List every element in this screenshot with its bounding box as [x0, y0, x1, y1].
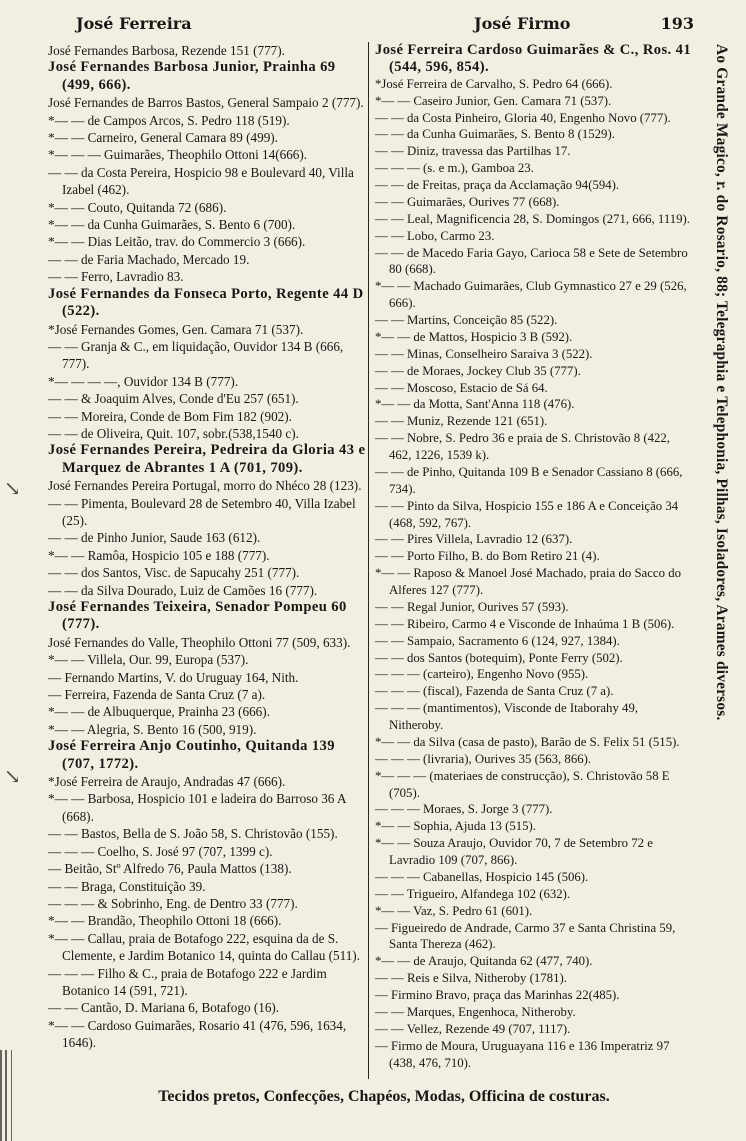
directory-entry: — — Guimarães, Ourives 77 (668).	[375, 194, 560, 209]
directory-entry: — — Sampaio, Sacramento 6 (124, 927, 1384).	[375, 633, 620, 648]
directory-entry: — — Muniz, Rezende 121 (651).	[375, 414, 548, 429]
directory-entry: — — Reis e Silva, Nitheroby (1781).	[375, 971, 567, 986]
directory-entry: — — dos Santos, Visc. de Sapucahy 251 (777).	[48, 565, 300, 581]
running-head-left: José Ferreira	[76, 14, 192, 33]
directory-entry: — Figueiredo de Andrade, Carmo 37 e Santa Christina 59, Santa Thereza (462).	[375, 920, 676, 952]
directory-entry: — — — Coelho, S. José 97 (707, 1399 c).	[48, 843, 273, 859]
directory-entry: — — de Pinho, Quitanda 109 B e Senador Cassiano 8 (666, 734).	[375, 464, 683, 496]
directory-entry: — — — (fiscal), Fazenda de Santa Cruz (7 a).	[375, 684, 614, 699]
directory-entry: — — Regal Junior, Ourives 57 (593).	[375, 599, 569, 614]
directory-entry: *— — — —, Ouvidor 134 B (777).	[48, 373, 239, 389]
directory-entry: — — da Cunha Guimarães, S. Bento 8 (1529).	[375, 127, 615, 142]
running-head-right: José Firmo	[474, 14, 571, 33]
directory-entry: — — — (livraria), Ourives 35 (563, 866).	[375, 751, 592, 766]
directory-entry: — — Cantão, D. Mariana 6, Botafogo (16).	[48, 1000, 280, 1016]
directory-entry: *— — Ramôa, Hospicio 105 e 188 (777).	[48, 547, 270, 563]
directory-entry: — Firmo de Moura, Uruguayana 116 e 136 Imperatriz 97 (438, 476, 710).	[375, 1038, 670, 1070]
directory-entry: *— — Souza Araujo, Ouvidor 70, 7 de Setembro 72 e Lavradio 109 (707, 866).	[375, 836, 653, 867]
margin-mark-icon: ↘	[4, 476, 21, 500]
directory-entry: — Ferreira, Fazenda de Santa Cruz (7 a).	[48, 687, 266, 703]
directory-entry: — — da Costa Pereira, Hospicio 98 e Boulevard 40, Villa Izabel (462).	[48, 164, 354, 198]
directory-entry: — — Lobo, Carmo 23.	[375, 228, 495, 243]
directory-entry: — — Bastos, Bella de S. João 58, S. Christovão (155).	[48, 826, 338, 842]
directory-entry: — — dos Santos (botequim), Ponte Ferry (502).	[375, 650, 623, 665]
directory-entry: — — da Silva Dourado, Luiz de Camões 16 (777).	[48, 582, 318, 598]
directory-entry: José Fernandes da Fonseca Porto, Regente 44 D (522).	[48, 285, 364, 320]
directory-entry: — — Nobre, S. Pedro 36 e praia de S. Christovão 8 (422, 462, 1226, 1539 k).	[375, 431, 670, 462]
directory-entry: — Beitão, Stº Alfredo 76, Paula Mattos (138).	[48, 861, 292, 877]
directory-entry: — — — (s. e m.), Gamboa 23.	[375, 161, 534, 176]
directory-entry: José Fernandes Barbosa Junior, Prainha 69 (499, 666).	[48, 59, 336, 93]
side-advert	[706, 44, 734, 1084]
directory-entry: — — — & Sobrinho, Eng. de Dentro 33 (777).	[48, 895, 298, 911]
directory-entry: José Ferreira Anjo Coutinho, Quitanda 139 (707, 1772).	[48, 738, 335, 772]
directory-entry: *— — Brandão, Theophilo Ottoni 18 (666).	[48, 913, 282, 929]
directory-entry: *— — Raposo & Manoel José Machado, praia do Sacco do Alferes 127 (777).	[375, 566, 681, 597]
directory-entry: *— — Couto, Quitanda 72 (686).	[48, 199, 227, 215]
directory-entry: — — Diniz, travessa das Partilhas 17.	[375, 144, 571, 159]
directory-entry: *— — Cardoso Guimarães, Rosario 41 (476, 596, 1634, 1646).	[48, 1017, 347, 1051]
directory-entry: José Fernandes Pereira Portugal, morro do Nhéco 28 (123).	[48, 478, 362, 494]
directory-entry: José Fernandes de Barros Bastos, General Sampaio 2 (777).	[48, 95, 364, 111]
directory-entry: *— — — Guimarães, Theophilo Ottoni 14(666).	[48, 147, 308, 163]
directory-entry: *— — Caseiro Junior, Gen. Camara 71 (537).	[375, 93, 612, 108]
directory-entry: — — Trigueiro, Alfandega 102 (632).	[375, 886, 571, 901]
column-divider	[368, 42, 369, 1079]
directory-entry: — — & Joaquim Alves, Conde d'Eu 257 (651).	[48, 391, 299, 407]
directory-entry: *— — Vaz, S. Pedro 61 (601).	[375, 903, 533, 918]
directory-entry: — — Ferro, Lavradio 83.	[48, 269, 184, 285]
directory-entry: José Fernandes Barbosa, Rezende 151 (777).	[48, 43, 285, 58]
directory-entry: *— — Sophia, Ajuda 13 (515).	[375, 819, 537, 834]
directory-entry: José Fernandes do Valle, Theophilo Ottoni 77 (509, 633).	[48, 634, 351, 650]
directory-entry: *— — Callau, praia de Botafogo 222, esquina da de S. Clemente, e Jardim Botanico 14, quinta do Callau (511).	[48, 930, 360, 964]
directory-entry: *José Fernandes Gomes, Gen. Camara 71 (537).	[48, 321, 304, 337]
directory-entry: — — de Macedo Faria Gayo, Carioca 58 e Sete de Setembro 80 (668).	[375, 245, 688, 277]
directory-entry: — — Braga, Constituição 39.	[48, 878, 206, 894]
directory-entry: — — Moscoso, Estacio de Sá 64.	[375, 380, 548, 395]
directory-entry: — — Martins, Conceição 85 (522).	[375, 313, 558, 327]
directory-entry: — — — Cabanellas, Hospicio 145 (506).	[375, 869, 589, 884]
side-advert-text: Ao Grande Magico, r. do Rosario, 88; Telegraphia e Telephonia, Pilhas, Isoladores, Arames diversos.	[713, 44, 730, 721]
margin-mark-icon: ↘	[4, 764, 21, 788]
directory-entry: *— — de Campos Arcos, S. Pedro 118 (519).	[48, 112, 290, 128]
directory-entry: — — Leal, Magnificencia 28, S. Domingos (271, 666, 1119).	[375, 211, 691, 226]
directory-entry: José Fernandes Teixeira, Senador Pompeu 60 (777).	[48, 599, 347, 633]
directory-entry: — — de Moraes, Jockey Club 35 (777).	[375, 363, 581, 378]
page-number: 193	[660, 14, 694, 33]
directory-entry: *José Ferreira de Carvalho, S. Pedro 64 (666).	[375, 76, 613, 91]
directory-entry: — — de Oliveira, Quit. 107, sobr.(538,1540 c).	[48, 425, 299, 441]
directory-entry: — — Pimenta, Boulevard 28 de Setembro 40, Villa Izabel (25).	[48, 495, 356, 528]
left-column	[48, 42, 366, 1052]
directory-entry: — — Vellez, Rezende 49 (707, 1117).	[375, 1021, 571, 1036]
directory-entry: — — Pinto da Silva, Hospicio 155 e 186 A e Conceição 34 (468, 592, 767).	[375, 498, 679, 530]
directory-entry: — — Granja & C., em liquidação, Ouvidor 134 B (666, 777).	[48, 338, 344, 372]
directory-entry: *— — — (materiaes de construcção), S. Christovão 58 E (705).	[375, 768, 670, 800]
footer-advert: Tecidos pretos, Confecções, Chapéos, Modas, Officina de costuras.	[158, 1088, 610, 1105]
directory-entry: — Fernando Martins, V. do Uruguay 164, Nith.	[48, 669, 299, 685]
directory-entry: *— — de Mattos, Hospicio 3 B (592).	[375, 329, 573, 344]
directory-entry: *— — Barbosa, Hospicio 101 e ladeira do Barroso 36 A (668).	[48, 791, 346, 824]
directory-entry: *— — Machado Guimarães, Club Gymnastico 27 e 29 (526, 666).	[375, 279, 687, 311]
page-edge	[0, 1050, 20, 1141]
directory-entry: — — de Freitas, praça da Acclamação 94(594).	[375, 178, 620, 192]
directory-entry: — — — Filho & C., praia de Botafogo 222 e Jardim Botanico 14 (591, 721).	[48, 965, 327, 998]
directory-entry: — — Ribeiro, Carmo 4 e Visconde de Inhaúma 1 B (506).	[375, 616, 675, 631]
directory-entry: — — de Faria Machado, Mercado 19.	[48, 251, 250, 267]
directory-entry: *— — da Motta, Sant'Anna 118 (476).	[375, 397, 575, 412]
directory-entry: *— — de Albuquerque, Prainha 23 (666).	[48, 704, 270, 720]
directory-entry: — — Minas, Conselheiro Saraiva 3 (522).	[375, 346, 593, 361]
directory-entry: — — — (carteiro), Engenho Novo (955).	[375, 667, 589, 682]
directory-entry: José Fernandes Pereira, Pedreira da Gloria 43 e Marquez de Abrantes 1 A (701, 709).	[48, 442, 366, 476]
directory-entry: *— — Alegria, S. Bento 16 (500, 919).	[48, 721, 257, 737]
directory-entry: *— — Dias Leitão, trav. do Commercio 3 (666).	[48, 234, 306, 250]
directory-entry: *José Ferreira de Araujo, Andradas 47 (666).	[48, 774, 286, 790]
directory-entry: — — Porto Filho, B. do Bom Retiro 21 (4).	[375, 549, 600, 564]
directory-entry: José Ferreira Cardoso Guimarães & C., Ros. 41 (544, 596, 854).	[375, 42, 692, 75]
directory-entry: — — Moreira, Conde de Bom Fim 182 (902).	[48, 408, 292, 424]
directory-entry: — — de Pinho Junior, Saude 163 (612).	[48, 530, 261, 546]
directory-entry: *— — Villela, Our. 99, Europa (537).	[48, 652, 249, 668]
right-column	[375, 42, 693, 1071]
directory-entry: *— — de Araujo, Quitanda 62 (477, 740).	[375, 954, 593, 969]
directory-entry: *— — da Cunha Guimarães, S. Bento 6 (700).	[48, 217, 296, 233]
directory-entry: *— — da Silva (casa de pasto), Barão de S. Felix 51 (515).	[375, 734, 680, 749]
directory-entry: — — da Costa Pinheiro, Gloria 40, Engenho Novo (777).	[375, 110, 671, 125]
directory-entry: — — — (mantimentos), Visconde de Itaborahy 49, Nitheroby.	[375, 701, 639, 732]
directory-entry: — — Marques, Engenhoca, Nitheroby.	[375, 1004, 576, 1019]
directory-entry: — — — Moraes, S. Jorge 3 (777).	[375, 802, 553, 817]
directory-entry: — — Pires Villela, Lavradio 12 (637).	[375, 532, 573, 547]
directory-entry: *— — Carneiro, General Camara 89 (499).	[48, 130, 278, 146]
directory-entry: — Firmino Bravo, praça das Marinhas 22(485).	[375, 988, 620, 1002]
